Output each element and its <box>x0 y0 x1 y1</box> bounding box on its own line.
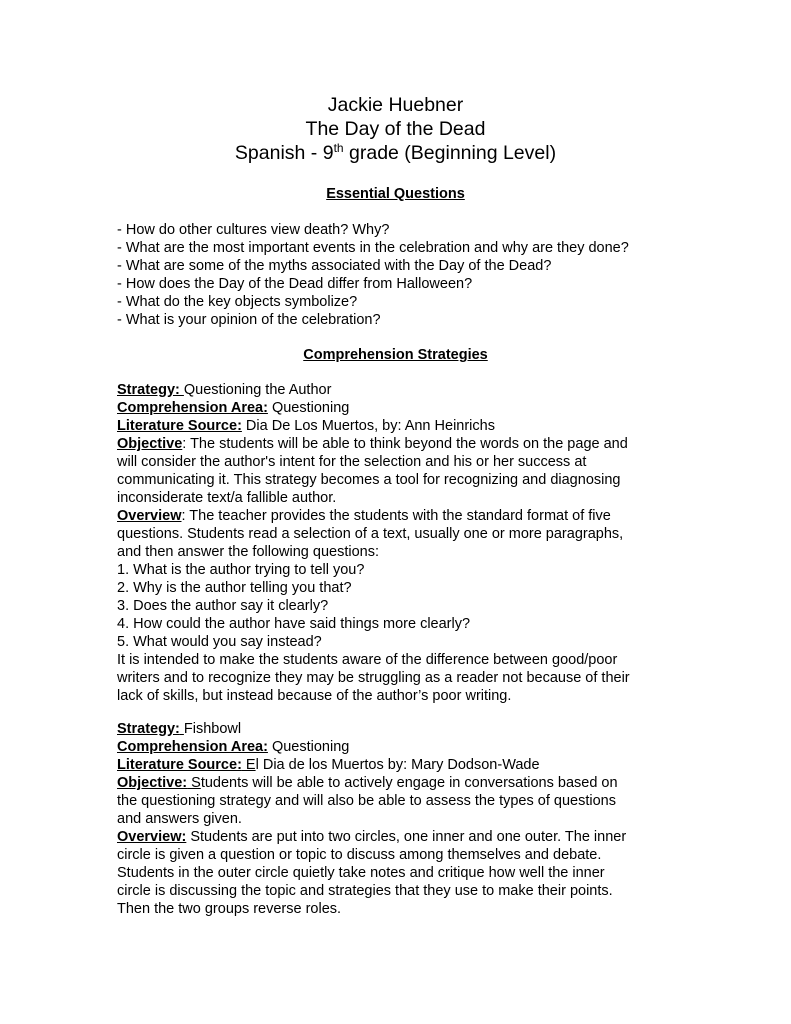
strategy-questioning-the-author <box>117 381 677 705</box>
strategy-line: Strategy: Questioning the Author <box>117 382 332 398</box>
document-title: The Day of the Dead <box>305 118 486 140</box>
objective-line: Objective: The students will be able to think beyond the words on the page and <box>117 436 628 452</box>
overview-question: 5. What would you say instead? <box>117 634 322 650</box>
literature-source-line: Literature Source: El Dia de los Muertos by: Mary Dodson-Wade <box>117 757 540 773</box>
strategy-fishbowl <box>117 720 677 918</box>
overview-text: circle is discussing the topic and strategies that they use to make their points. <box>117 883 613 899</box>
overview-line: Overview: Students are put into two circles, one inner and one outer. The inner <box>117 829 627 845</box>
objective-text: the questioning strategy and will also be able to assess the types of questions <box>117 793 616 809</box>
comprehension-area-line: Comprehension Area: Questioning <box>117 400 350 416</box>
objective-line: Objective: Students will be able to actively engage in conversations based on <box>117 775 618 791</box>
author-name: Jackie Huebner <box>327 94 464 116</box>
question-item: - What do the key objects symbolize? <box>117 294 358 310</box>
overview-text: lack of skills, but instead because of the author’s poor writing. <box>117 688 512 704</box>
overview-text: Students in the outer circle quietly take notes and critique how well the inner <box>117 865 605 881</box>
objective-text: and answers given. <box>117 811 242 827</box>
overview-text: writers and to recognize they may be struggling as a reader not because of their <box>117 670 630 686</box>
overview-text: Then the two groups reverse roles. <box>117 901 342 917</box>
overview-text: and then answer the following questions: <box>117 544 379 560</box>
overview-text: questions. Students read a selection of a text, usually one or more paragraphs, <box>117 526 624 542</box>
document-header <box>0 93 791 165</box>
question-item: - What is your opinion of the celebration? <box>117 312 381 328</box>
objective-text: will consider the author's intent for the selection and his or her success at <box>117 454 587 470</box>
essential-questions-heading: Essential Questions <box>326 186 465 202</box>
objective-text: communicating it. This strategy becomes a tool for recognizing and diagnosing <box>117 472 621 488</box>
objective-text: inconsiderate text/a fallible author. <box>117 490 337 506</box>
overview-question: 4. How could the author have said things more clearly? <box>117 616 471 632</box>
overview-question: 1. What is the author trying to tell you? <box>117 562 365 578</box>
question-item: - What are some of the myths associated with the Day of the Dead? <box>117 258 552 274</box>
literature-source-line: Literature Source: Dia De Los Muertos, by: Ann Heinrichs <box>117 418 495 434</box>
overview-question: 2. Why is the author telling you that? <box>117 580 352 596</box>
overview-question: 3. Does the author say it clearly? <box>117 598 329 614</box>
overview-line: Overview: The teacher provides the students with the standard format of five <box>117 508 611 524</box>
question-item: - How do other cultures view death? Why? <box>117 222 390 238</box>
essential-questions-list <box>117 221 677 329</box>
strategy-line: Strategy: Fishbowl <box>117 721 242 737</box>
course-line: Spanish - 9th grade (Beginning Level) <box>234 141 557 164</box>
comprehension-strategies-heading: Comprehension Strategies <box>303 347 488 363</box>
comprehension-area-line: Comprehension Area: Questioning <box>117 739 350 755</box>
overview-text: It is intended to make the students aware of the difference between good/poor <box>117 652 618 668</box>
overview-text: circle is given a question or topic to discuss among themselves and debate. <box>117 847 602 863</box>
question-item: - How does the Day of the Dead differ from Halloween? <box>117 276 473 292</box>
question-item: - What are the most important events in the celebration and why are they done? <box>117 240 629 256</box>
